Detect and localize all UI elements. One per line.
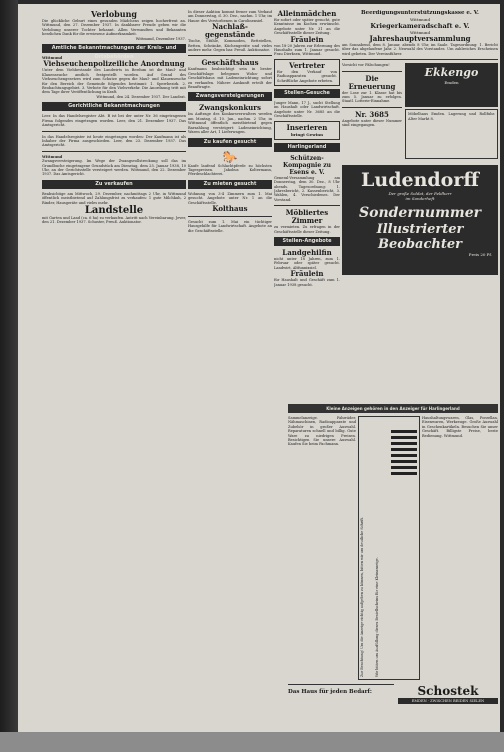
ad-fraeulein: von 18-20 Jahren zur Erlernung des Haushalts zum 1. Januar gesucht. Frau Dierksen, Wittmund. xyxy=(274,43,340,57)
ad-landgehilfin: nicht unter 18 Jahren, zum 1. Februar oder später gesucht. Landwirt, Altfunnixsiel. xyxy=(274,256,340,270)
bar-kleinanzeigen-header: Kleine Anzeigen gehören in den Anzeiger für Harlingerland xyxy=(288,404,498,413)
ad-vertreter: für den Verkauf von Radioapparaten gesucht. Schriftliche Angebote erbeten. xyxy=(277,69,337,83)
ad-stellen-gesuche: Junger Mann, 17 J., sucht Stellung im Haushalt oder Landwirtschaft. Angebote unter Nr. 3685 an die Geschäftsstelle. xyxy=(274,101,340,119)
horse-illustration-icon: 🐎 xyxy=(222,149,238,164)
ad-ekkengo-box xyxy=(405,63,498,107)
heading-alleinmaedchen: Alleinmädchen xyxy=(277,10,337,18)
body-zwangsversteigerung: Zwangsversteigerung. Im Wege der Zwangsvollstreckung soll das im Grundbuche eingetragene Grundstück am Dienstag, dem 25. Januar 1938, 10 Uhr, an der Gerichtsstelle versteigert werden. Wittmund, den 22. Dezember 1937. Das Amtsgericht. xyxy=(42,159,186,177)
heading-nr-3685: Nr. 3685 xyxy=(355,109,389,119)
text-ekkengo-sub: Emden xyxy=(444,80,459,86)
bar-zu-mieten-gesucht: Zu mieten gesucht xyxy=(188,180,272,189)
column-large-ads xyxy=(342,10,498,275)
column-small-ads-1 xyxy=(188,10,272,233)
place-wittmund: Wittmund xyxy=(42,56,63,61)
heading-kolthaus: Kolthaus xyxy=(212,203,248,213)
ad-mobel-box xyxy=(405,109,498,159)
bar-zu-kaufen-gesucht: Zu kaufen gesucht xyxy=(188,138,272,147)
text-ludendorff-sub2: im Sonderheft xyxy=(405,196,435,202)
ad-vertreter-box xyxy=(274,59,340,86)
logo-schostek: Schostek xyxy=(417,684,479,698)
ad-jahreshaupt: am Sonnabend, dem 8. Januar, abends 8 Uhr, im Saale. Tagesordnung: 1. Bericht über das abgelaufene Jahr. 2. Neuwahl des Vorstandes. Um zahlreiches Erscheinen wird gebeten. Der Vereinsführer. xyxy=(342,43,498,56)
ad-erneuerung: der Lose zur 1. Klasse hat bis zum 5. Januar zu erfolgen. Staatl. Lotterie-Einnahme. xyxy=(342,90,402,104)
ad-fraeulein-2: für Haushalt und Geschäft zum 1. Januar 1938 gesucht. xyxy=(274,278,340,287)
bar-stellen-gesuche: Stellen-Gesuche xyxy=(274,89,340,98)
title-beobachter: Beobachter xyxy=(378,237,462,253)
heading-viehseuchenpolizeiliche: Viehseuchenpolizeiliche Anordnung xyxy=(43,59,185,69)
sig-verlobung: Wittmund, Dezember 1937. xyxy=(135,36,186,41)
ad-mobel: Möbelhaus Emden. Lagerung und Rollfuhr. Alter Markt 8. xyxy=(408,112,495,121)
newspaper-page xyxy=(18,4,500,732)
heading-fraeulein-2: Fräulein xyxy=(290,269,324,279)
ad-inserieren-box xyxy=(274,121,340,140)
logo-ekkengo: Ekkengo xyxy=(424,66,479,80)
heading-moeblierte-zimmer: Möbliertes Zimmer xyxy=(285,208,329,226)
coupon-text: Wir bitten um Ausfüllung dieses Bestellscheins für eine Kleinanzeige. xyxy=(375,557,379,677)
body-viehseuche: Unter dem Viehbestande des Landwirts in Berdum ist die Maul- und Klauenseuche amtlich festgestellt worden. Auf Grund des Viehseuchengesetzes wird zum Schutze gegen die Maul- und Klauenseuche für den Bereich der Gemeinde folgendes bestimmt: 1. Sperrbezirk. 2. Beobachtungsgebiet. 3. Verbote für den Viehverkehr. Die Anordnung tritt mit dem Tage ihrer Veröffentlichung in Kraft. xyxy=(42,68,186,95)
sig-viehseuche: Wittmund, den 24. Dezember 1937. Der Landrat. xyxy=(96,94,186,99)
heading-nachlass: Nachlaß-gegenstände xyxy=(205,22,255,40)
text-ludendorff-price: Preis 20 Pf. xyxy=(468,252,492,258)
body-gericht: Leer. In das Handelsregister Abt. B ist bei der unter Nr. 36 eingetragenen Firma folgendes eingetragen worden. Leer, den 21. Dezember 1937. Das Amtsgericht. xyxy=(42,114,186,128)
text-bottom-3: Haushaltungswaren, Glas, Porzellan, Eisenwaren, Werkzeuge. Große Auswahl in Geschenkartikeln. Besuchen Sie unser Geschäft. Billigste Preise, beste Bedienung. Wittmund. xyxy=(422,416,498,438)
heading-verlobung: Verlobung xyxy=(91,10,137,19)
ad-pferde: Kaufe laufend Schlachtpferde zu höchsten Tagespreisen. Jakobus Koltermann, Pferdeschlachterei. xyxy=(188,163,272,177)
ad-das-haus xyxy=(288,684,394,710)
ad-geschaeftshaus: Kaufmann beabsichtigt sein in bester Geschäftslage belegenes Wohn- und Geschäftshaus mit Ladeneinrichtung sofort zu verkaufen. Nähere Auskunft erteilt der Beauftragte. xyxy=(188,67,272,90)
body-verlobung: Die glückliche Geburt eines gesunden Mädchens zeigen hocherfreut an. Wittmund, den 27. Dezember 1937. In dankbarer Freude geben wir die Verlobung unserer Tochter bekannt. Allen Verwandten und Bekannten herzlichen Dank für die erwiesene Aufmerksamkeit. xyxy=(42,19,186,37)
place-wittmund-2: Wittmund xyxy=(42,154,63,159)
ad-nachlass: Tische, Stühle, Kommoden, Bettstellen, Betten, Schränke, Küchengeräte und vieles andere mehr. Gegen bar. Preuß. Auktionator. xyxy=(188,39,272,53)
ad-vorsicht: Vorsicht vor Fälschungen! xyxy=(342,63,390,68)
scan-gutter xyxy=(0,0,18,752)
ad-ludendorff xyxy=(342,165,498,275)
coupon-side-text: Zur Beachtung! Um die Anzeige richtig aufgeben zu können, bitten wir um deutliche Schrift. xyxy=(360,516,364,677)
column-small-ads-2 xyxy=(274,10,340,287)
heading-vertreter: Vertreter xyxy=(289,60,325,70)
ad-schostek xyxy=(398,684,498,710)
text-schostek-sub: EMDEN · ZWISCHEN BEIDEN SIELEN xyxy=(398,698,498,704)
bar-harlingerland: Harlingerland xyxy=(274,143,340,152)
column-bottom-1 xyxy=(288,416,356,680)
heading-erneuerung: Die Erneuerung xyxy=(348,73,396,91)
bar-zu-verkaufen: Zu verkaufen xyxy=(42,180,186,189)
bar-amtliche-bekanntmachungen: Amtliche Bekanntmachungen der Kreis- und Ortsbehörden xyxy=(42,44,186,53)
ad-zwangskonkurs: Im Auftrage des Konkursverwalters werden am Montag, d. 10. Jan., nachm. 2 Uhr, in Wittmund öffentlich meistbietend gegen Barzahlung versteigert: Ladeneinrichtung, Waren aller Art, 1 Lieferwagen. xyxy=(188,112,272,135)
text-wittmund-2: Wittmund xyxy=(409,30,431,35)
heading-fraeulein: Fräulein xyxy=(290,34,324,44)
text-bringt-gewinn: bringt Gewinn xyxy=(290,131,324,137)
section-kleinanzeigen-bottom xyxy=(288,401,498,731)
column-bottom-3 xyxy=(422,416,498,680)
title-sondernummer: Sondernummer xyxy=(359,205,481,222)
heading-geschaeftshaus: Geschäftshaus xyxy=(201,58,259,68)
bar-stellen-angebote: Stellen-Angebote xyxy=(274,237,340,246)
heading-zwangskonkurs: Zwangskonkurs xyxy=(199,103,261,113)
text-bottom-1: Sammelanzeige. Fahrräder, Nähmaschinen, Radioapparate und Zubehör in großer Auswahl. Reparaturen schnell und billig. Gute Ware zu niedrigen Preisen. Besichtigen Sie unsere Auswahl. Kaufen Sie beim Fachmann. xyxy=(288,416,356,447)
bar-zwangsversteigerungen: Zwangsversteigerungen xyxy=(188,92,272,101)
title-ludendorff: Ludendorff xyxy=(361,169,479,192)
ad-auktion-top: In dieser Auktion kommt ferner zum Verkauf am Donnerstag, d. 30. Dez., nachm. 1 Uhr, im Hause des Verstorbenen in Carolinensiel. xyxy=(188,10,272,23)
heading-beerdigung: Beerdigungsunterstützungskasse e. V. xyxy=(361,10,479,16)
text-das-haus: Das Haus für jeden Bedarf: xyxy=(288,689,372,695)
heading-schuetzen: Schützen-Kompagnie zu Esens e. V. xyxy=(282,154,332,176)
ad-mieten: Wohnung von 3-4 Zimmern zum 1. Mai gesucht. Angebote unter Nr. 1 an die Geschäftsstelle. xyxy=(188,191,272,205)
ad-alleinmaedchen: für sofort oder später gesucht, gute Kenntnisse im Kochen erwünscht. Angebote unter Nr. 31 an die Geschäftsstelle dieser Zeitung. xyxy=(274,18,340,36)
ad-zimmer: zu vermieten. Zu erfragen in der Geschäftsstelle dieser Zeitung. xyxy=(274,225,340,234)
heading-landgehilfin: Landgehilfin xyxy=(282,247,332,257)
text-ludendorff-sub1: Der große Soldat, der Feldherr xyxy=(388,191,452,197)
scan-calibration-strip xyxy=(0,732,504,752)
body-zu-verkaufen: Beabsichtige am Mittwoch, 29. Dezember, nachmittags 2 Uhr, in Wittmund öffentlich meistbietend auf Zahlungsfrist zu verkaufen: 1 gute Milchkuh, 2 Rinder, Hausgeräte und vieles mehr. xyxy=(42,191,186,205)
heading-inserieren: Inserieren xyxy=(286,122,328,132)
heading-landstelle: Landstelle xyxy=(84,204,144,216)
ad-schuetzen: General-Versammlung am Donnerstag, dem 30. Dez., 8 Uhr abends. Tagesordnung: 1. Jahresbericht, 2. Kassenbericht, 3. Wahlen, 4. Verschiedenes. Der Vorstand. xyxy=(274,175,340,202)
body-landstelle: mit Garten und Land (ca. 6 ha) zu verkaufen. Antritt nach Vereinbarung. Jever, den 21. Dezember 1937. Schuster, Preuß. Auktionator. xyxy=(42,215,186,225)
column-official-notices xyxy=(42,10,186,225)
heading-jahreshauptversammlung: Jahreshauptversammlung xyxy=(369,34,471,43)
coupon-box xyxy=(358,416,420,680)
ad-nr-3685: Angebote unter dieser Nummer sind eingegangen. xyxy=(342,118,402,128)
title-illustrierter: Illustrierter xyxy=(376,222,464,238)
ad-gesucht: Gesucht zum 1. Mai ein tüchtiger Hausgehilfe für Landwirtschaft. Angebote an die Geschäftsstelle. xyxy=(188,219,272,233)
heading-kriegerkasse: Kriegerkameradschaft e. V. xyxy=(370,22,470,30)
body-gericht-2: In das Handelsregister ist heute eingetragen worden: Der Kaufmann ist als Inhaber der Firma ausgeschieden. Leer, den 23. Dezember 1937. Das Amtsgericht. xyxy=(42,134,186,148)
text-wittmund: Wittmund xyxy=(409,17,431,22)
bar-gerichtliche-bekanntmachungen: Gerichtliche Bekanntmachungen xyxy=(42,102,186,111)
